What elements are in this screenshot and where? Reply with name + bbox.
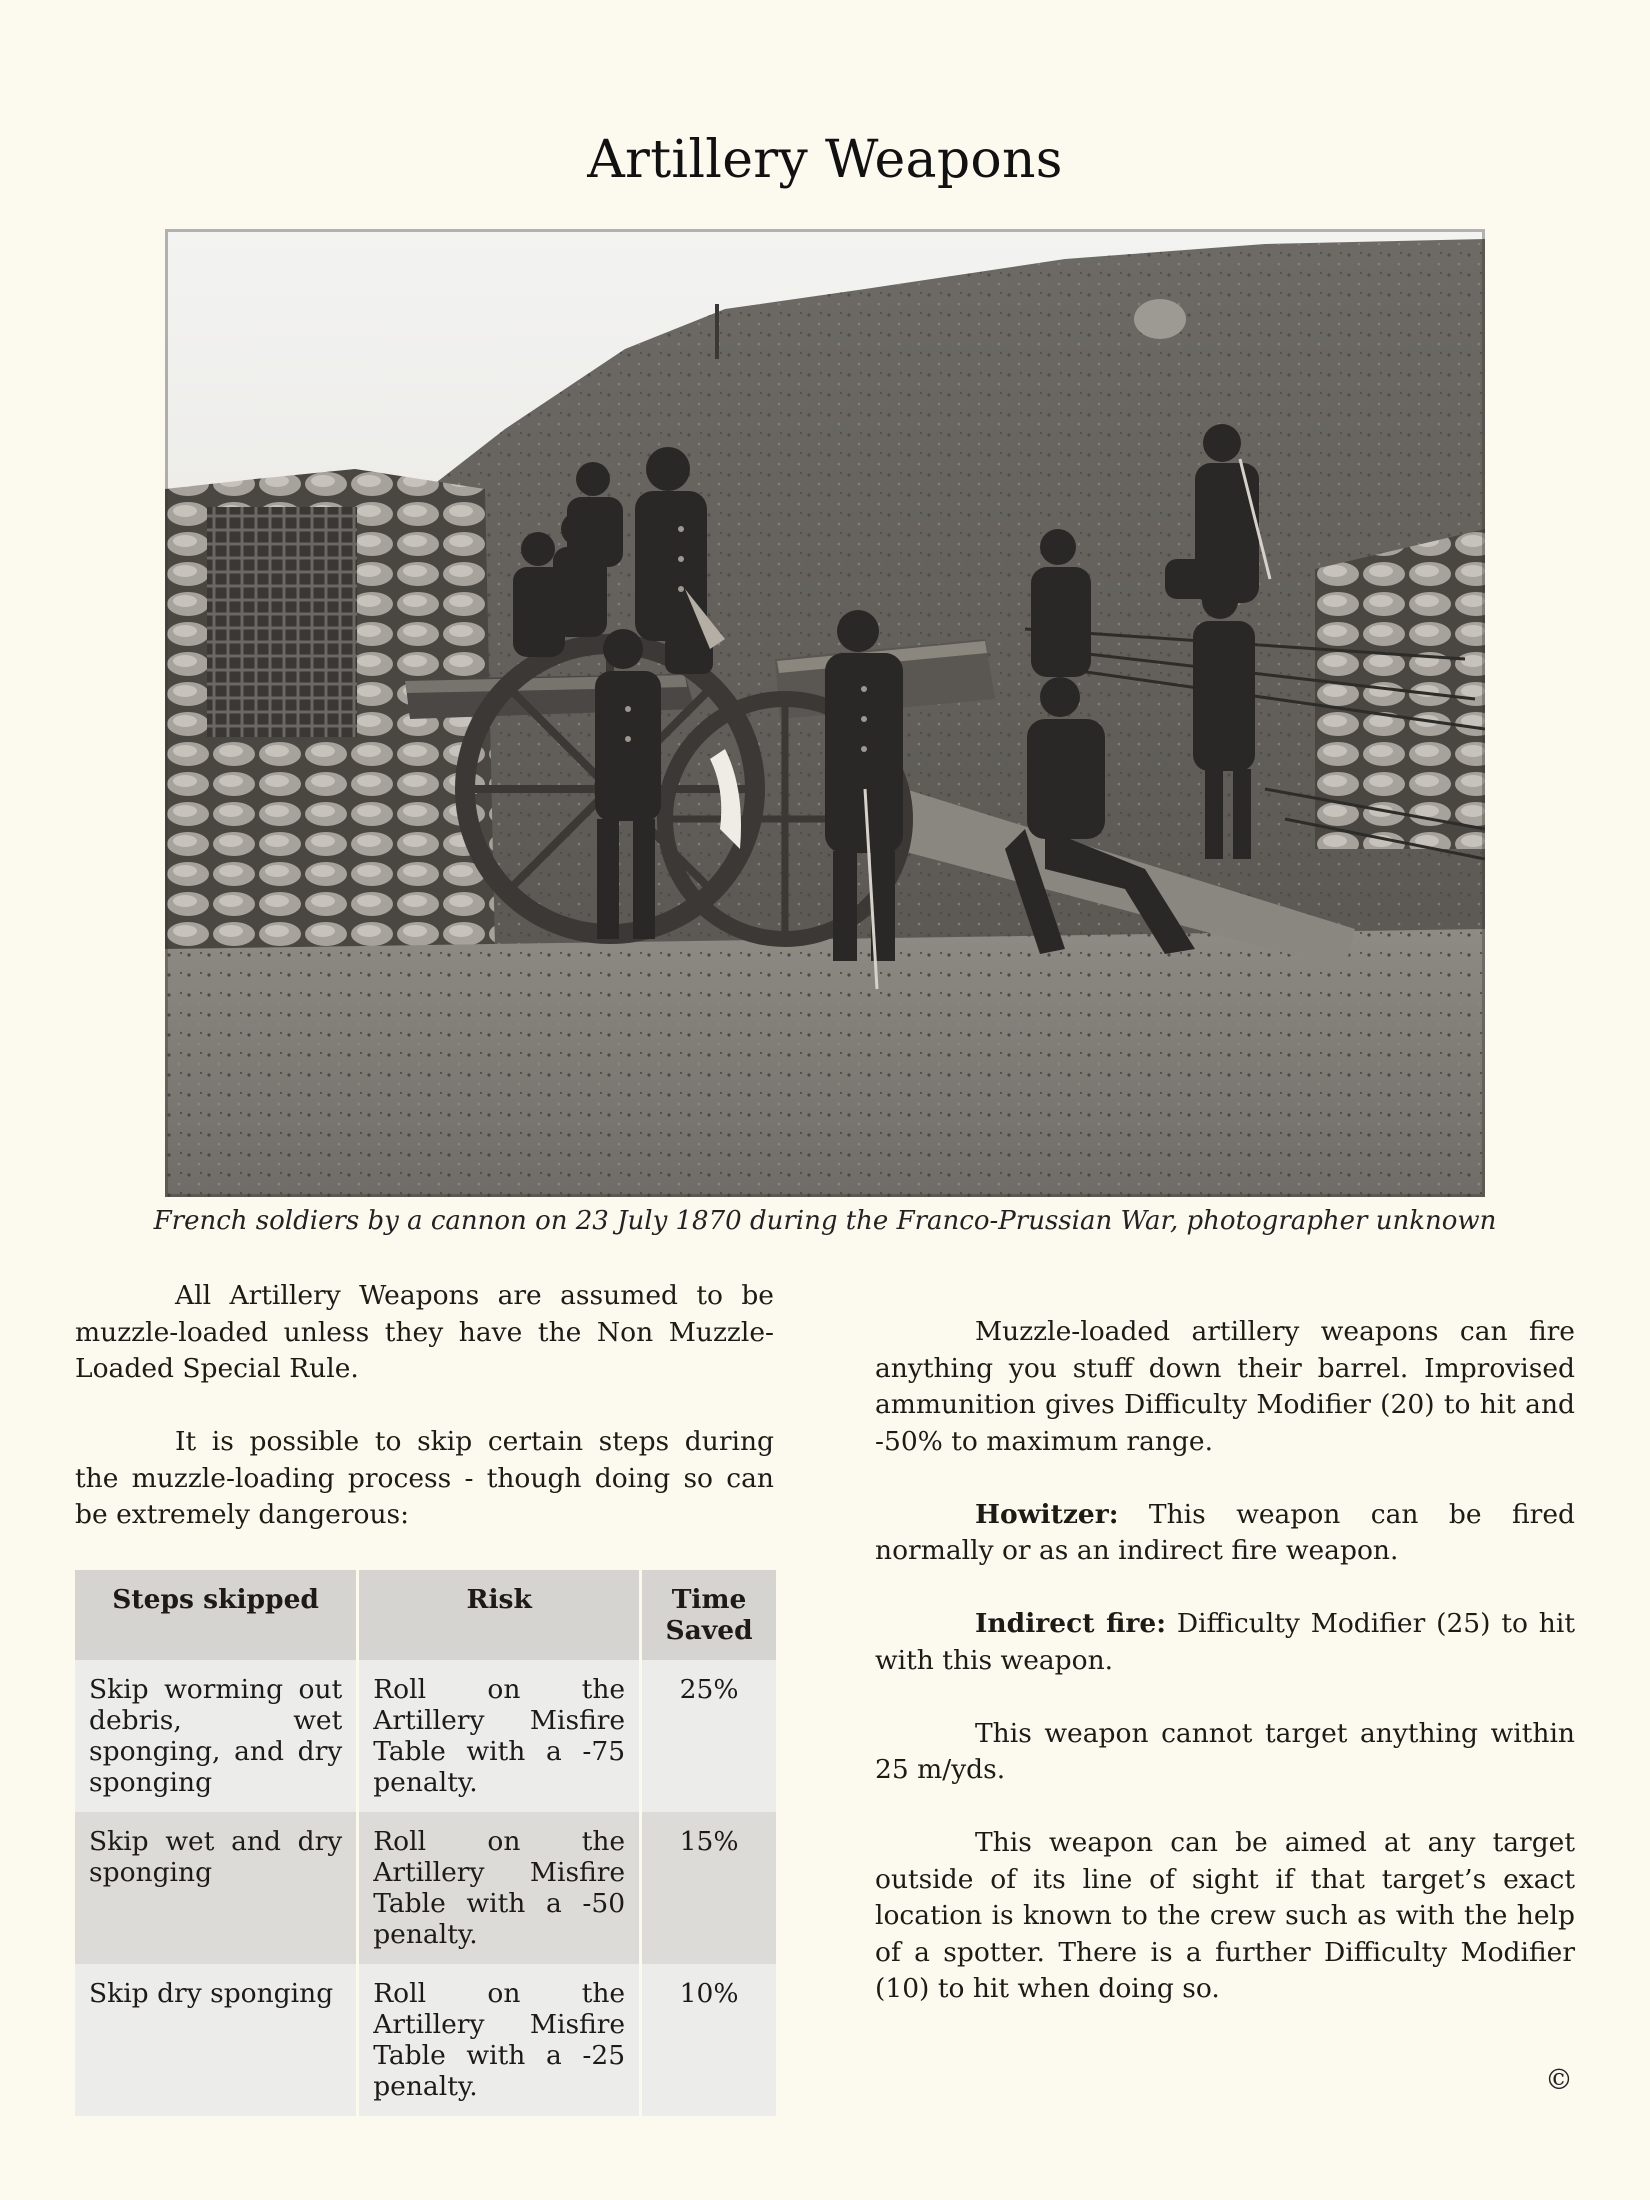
steps-skipped-table: [75, 1570, 776, 2116]
photo-caption: French soldiers by a cannon on 23 July 1870 during the Franco-Prussian War, photographer unknown: [153, 1206, 1497, 1236]
cell-steps: Skip wet and dry sponging: [75, 1812, 358, 1964]
cell-time: 10%: [641, 1964, 776, 2116]
cell-steps: Skip worming out debris, wet sponging, and dry sponging: [75, 1660, 358, 1812]
cell-risk: Roll on the Artillery Misfire Table with a -25 penalty.: [358, 1964, 641, 2116]
intro-paragraph: All Artillery Weapons are assumed to be muzzle-loaded unless they have the Non Muzzle-Loaded Special Rule.: [75, 1280, 774, 1384]
cell-time: 25%: [641, 1660, 776, 1812]
table-row: [75, 1964, 776, 2116]
skip-steps-paragraph: It is possible to skip certain steps during the muzzle-loading process - though doing so can be extremely dangerous:: [75, 1426, 774, 1530]
historic-photograph-icon: [165, 229, 1485, 1197]
indirect-fire-label: Indirect fire:: [975, 1608, 1166, 1639]
howitzer-paragraph: [875, 1497, 1575, 1570]
cell-time: 15%: [641, 1812, 776, 1964]
header-time-saved: Time Saved: [641, 1570, 776, 1660]
minimum-range-paragraph: This weapon cannot target anything within 25 m/yds.: [875, 1717, 1575, 1785]
table-row: [75, 1660, 776, 1812]
page-title: Artillery Weapons: [587, 130, 1063, 190]
cell-risk: Roll on the Artillery Misfire Table with a -75 penalty.: [358, 1660, 641, 1812]
indirect-fire-text: Difficulty Modifier (25) to hit with this weapon.: [875, 1608, 1575, 1676]
left-column: [75, 1278, 774, 2116]
improvised-ammunition-paragraph: Muzzle-loaded artillery weapons can fire anything you stuff down their barrel. Improvised ammunition gives Difficulty Modifier (20) to hit and -50% to maximum range.: [875, 1316, 1575, 1457]
indirect-fire-paragraph: [875, 1606, 1575, 1679]
cell-steps: Skip dry sponging: [75, 1964, 358, 2116]
spotter-paragraph: This weapon can be aimed at any target outside of its line of sight if that target’s exact location is known to the crew such as with the help of a spotter. There is a further Difficulty Modifier (10) to hit when doing so.: [875, 1827, 1575, 2004]
table-header-row: [75, 1570, 776, 1660]
table-row: [75, 1812, 776, 1964]
cell-risk: Roll on the Artillery Misfire Table with a -50 penalty.: [358, 1812, 641, 1964]
copyright-mark: ©: [1545, 2063, 1573, 2096]
header-risk: Risk: [358, 1570, 641, 1660]
right-column: [875, 1314, 1575, 2044]
header-steps-skipped: Steps skipped: [75, 1570, 358, 1660]
howitzer-text: This weapon can be fired normally or as an indirect fire weapon.: [875, 1498, 1575, 1566]
howitzer-label: Howitzer:: [975, 1498, 1119, 1530]
historic-photograph: [165, 229, 1485, 1197]
